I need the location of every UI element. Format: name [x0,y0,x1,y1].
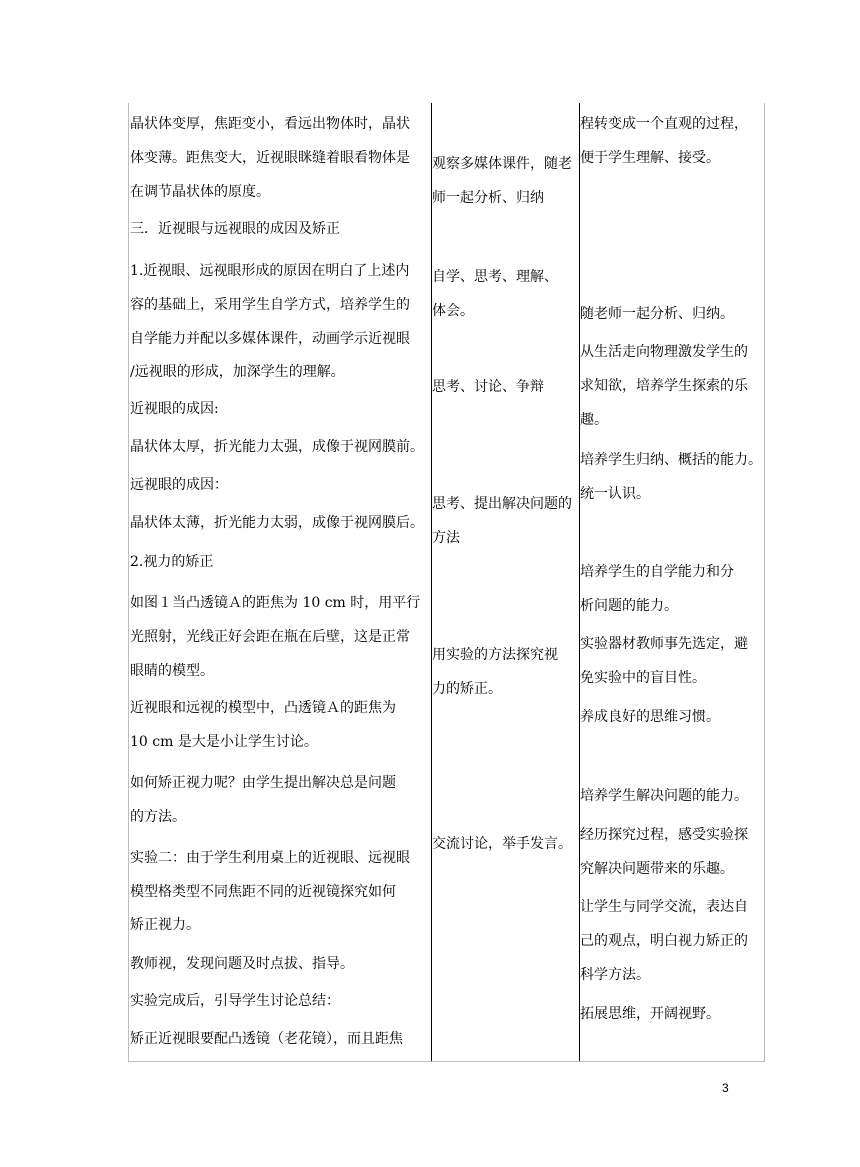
text-line: 教师视，发现问题及时点拔、指导。 [130,956,354,972]
text-line: 拓展思维，开阔视野。 [580,1006,720,1022]
text-line: 自学能力并配以多媒体课件，动画学示近视眼 [130,331,410,347]
text-line: 培养学生的自学能力和分 [580,564,734,580]
text-line: 方法 [432,530,460,546]
text-line: 在调节晶状体的原度。 [130,184,270,200]
text-line: 思考、提出解决问题的 [432,496,572,512]
text-line: 远视眼的成因： [130,477,228,493]
text-line: 晶状体太薄，折光能力太弱，成像于视网膜后。 [130,515,424,531]
text-line: 实验二：由于学生利用桌上的近视眼、远视眼 [130,850,410,866]
text-line: 近视眼的成因: [130,401,219,417]
text-line: 容的基础上，采用学生自学方式，培养学生的 [130,297,410,313]
text-line: 培养学生解决问题的能力。 [580,788,748,804]
text-line: 随老师一起分析、归纳。 [580,306,734,322]
text-line: 程转变成一个直观的过程， [580,116,748,132]
text-line: 析问题的能力。 [580,598,678,614]
text-line: 近视眼和远视的模型中，凸透镜Ａ的距焦为 [130,700,396,716]
text-line: 实验器材教师事先选定，避 [580,636,748,652]
table-border-right [764,103,765,1061]
text-line: 模型格类型不同焦距不同的近视镜探究如何 [130,884,396,900]
text-line: 己的观点，明白视力矫正的 [580,933,748,949]
text-line: 力的矫正。 [432,681,502,697]
page-number: 3 [722,1081,729,1095]
text-line: 究解决问题带来的乐趣。 [580,861,734,877]
text-line: 矫正近视眼要配凸透镜（老花镜），而且距焦 [130,1031,403,1047]
text-line: 师一起分析、归纳 [432,190,544,206]
lesson-table [128,103,765,1061]
text-line: 1.近视眼、远视眼形成的原因在明白了上述内 [130,263,410,279]
text-line: 统一认识。 [580,486,650,502]
text-line: 眼睛的模型。 [130,663,214,679]
text-line: 用实验的方法探究视 [432,647,558,663]
text-line: 的方法。 [130,809,186,825]
text-line: 光照射，光线正好会距在瓶在后壁，这是正常 [130,629,410,645]
design-intent-column [580,103,764,1061]
text-line: 10 cm 是大是小让学生讨论。 [130,734,318,750]
text-line: 体变薄。距焦变大，近视眼眯缝着眼看物体是 [130,150,410,166]
text-line: 养成良好的思维习惯。 [580,709,720,725]
text-line: 免实验中的盲目性。 [580,670,706,686]
teacher-activity-column [130,103,434,1061]
text-line: 便于学生理解、接受。 [580,150,720,166]
text-line: 自学、思考、理解、 [432,269,558,285]
text-line: 让学生与同学交流，表达自 [580,899,748,915]
section-heading: 三．近视眼与远视眼的成因及矫正 [130,221,340,237]
text-line: 2.视力的矫正 [130,554,214,570]
text-line: 晶状体太厚，折光能力太强，成像于视网膜前。 [130,439,424,455]
text-line: 体会。 [432,303,474,319]
table-border-bottom [128,1061,765,1062]
text-line: 矫正视力。 [130,917,200,933]
text-line: 实验完成后，引导学生讨论总结： [130,993,340,1009]
text-line: 趣。 [580,412,608,428]
text-line: 如图１当凸透镜Ａ的距焦为 10 cm 时，用平行 [130,595,421,611]
text-line: 科学方法。 [580,967,650,983]
text-line: 思考、讨论、争辩 [432,379,544,395]
text-line: 从生活走向物理激发学生的 [580,344,748,360]
table-border-left [128,103,129,1061]
text-line: 经历探究过程，感受实验探 [580,827,748,843]
text-line: 求知欲，培养学生探索的乐 [580,378,748,394]
text-line: /远视眼的形成，加深学生的理解。 [130,364,345,380]
text-line: 交流讨论，举手发言。 [432,836,572,852]
student-activity-column [432,103,582,1061]
text-line: 观察多媒体课件，随老 [432,156,572,172]
text-line: 培养学生归纳、概括的能力。 [580,452,762,468]
text-line: 如何矫正视力呢？由学生提出解决总是问题 [130,775,396,791]
text-line: 晶状体变厚，焦距变小，看远出物体时，晶状 [130,116,410,132]
